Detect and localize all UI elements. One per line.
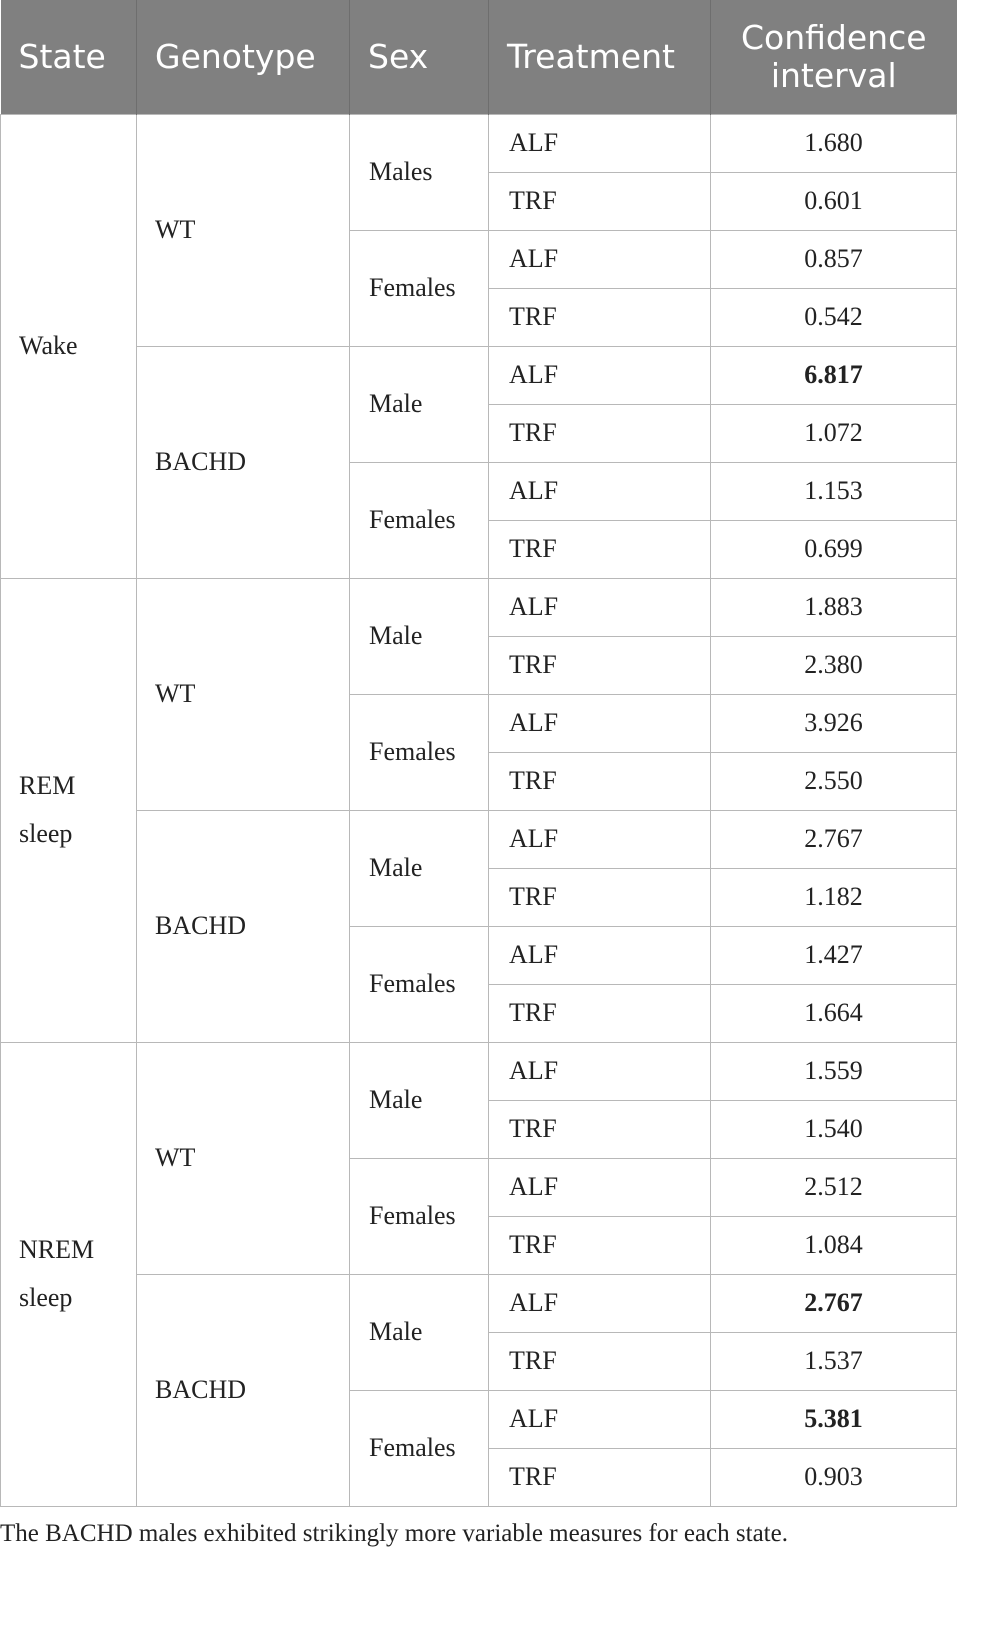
genotype-cell: BACHD bbox=[137, 1274, 350, 1506]
state-label-line2: sleep bbox=[19, 819, 73, 848]
confidence-interval-cell: 0.699 bbox=[711, 520, 957, 578]
treatment-cell: ALF bbox=[489, 1158, 711, 1216]
treatment-cell: ALF bbox=[489, 694, 711, 752]
confidence-interval-cell: 1.072 bbox=[711, 404, 957, 462]
state-label-line1: REM bbox=[19, 771, 76, 800]
state-cell bbox=[1, 1042, 137, 1506]
treatment-cell: ALF bbox=[489, 346, 711, 404]
sex-cell: Females bbox=[350, 1390, 489, 1506]
sex-cell: Male bbox=[350, 346, 489, 462]
sex-cell: Male bbox=[350, 810, 489, 926]
confidence-interval-cell: 1.182 bbox=[711, 868, 957, 926]
treatment-cell: ALF bbox=[489, 1390, 711, 1448]
table-row bbox=[1, 810, 957, 868]
treatment-cell: ALF bbox=[489, 230, 711, 288]
table-row bbox=[1, 1042, 957, 1100]
sex-cell: Females bbox=[350, 694, 489, 810]
sex-cell: Females bbox=[350, 462, 489, 578]
genotype-cell: BACHD bbox=[137, 810, 350, 1042]
confidence-interval-cell: 2.767 bbox=[711, 1274, 957, 1332]
treatment-cell: ALF bbox=[489, 114, 711, 172]
treatment-cell: ALF bbox=[489, 810, 711, 868]
table-footnote: The BACHD males exhibited strikingly more variable measures for each state. bbox=[0, 1520, 788, 1547]
treatment-cell: ALF bbox=[489, 1274, 711, 1332]
treatment-cell: TRF bbox=[489, 752, 711, 810]
table-header bbox=[1, 0, 957, 114]
state-label-line1: Wake bbox=[19, 331, 78, 360]
confidence-interval-cell: 1.427 bbox=[711, 926, 957, 984]
header-state: State bbox=[1, 0, 137, 114]
treatment-cell: TRF bbox=[489, 1100, 711, 1158]
table-row bbox=[1, 114, 957, 172]
sex-cell: Males bbox=[350, 114, 489, 230]
confidence-interval-cell: 1.540 bbox=[711, 1100, 957, 1158]
header-sex: Sex bbox=[350, 0, 489, 114]
treatment-cell: ALF bbox=[489, 1042, 711, 1100]
sex-cell: Male bbox=[350, 1042, 489, 1158]
confidence-interval-cell: 2.550 bbox=[711, 752, 957, 810]
confidence-interval-cell: 2.767 bbox=[711, 810, 957, 868]
treatment-cell: ALF bbox=[489, 926, 711, 984]
treatment-cell: TRF bbox=[489, 172, 711, 230]
genotype-cell: BACHD bbox=[137, 346, 350, 578]
table-body bbox=[1, 114, 957, 1506]
header-row bbox=[1, 0, 957, 114]
confidence-interval-cell: 1.559 bbox=[711, 1042, 957, 1100]
treatment-cell: TRF bbox=[489, 1448, 711, 1506]
sex-cell: Male bbox=[350, 1274, 489, 1390]
state-cell bbox=[1, 114, 137, 578]
treatment-cell: TRF bbox=[489, 1332, 711, 1390]
confidence-interval-cell: 2.512 bbox=[711, 1158, 957, 1216]
confidence-interval-cell: 1.537 bbox=[711, 1332, 957, 1390]
treatment-cell: TRF bbox=[489, 1216, 711, 1274]
confidence-interval-cell: 1.153 bbox=[711, 462, 957, 520]
treatment-cell: TRF bbox=[489, 984, 711, 1042]
confidence-interval-cell: 5.381 bbox=[711, 1390, 957, 1448]
table-row bbox=[1, 1274, 957, 1332]
treatment-cell: TRF bbox=[489, 404, 711, 462]
confidence-interval-cell: 0.903 bbox=[711, 1448, 957, 1506]
genotype-cell: WT bbox=[137, 114, 350, 346]
table-row bbox=[1, 346, 957, 404]
confidence-interval-cell: 3.926 bbox=[711, 694, 957, 752]
sex-cell: Females bbox=[350, 1158, 489, 1274]
state-cell bbox=[1, 578, 137, 1042]
header-confidence-interval: Confidence interval bbox=[711, 0, 957, 114]
confidence-interval-cell: 2.380 bbox=[711, 636, 957, 694]
confidence-interval-cell: 0.542 bbox=[711, 288, 957, 346]
confidence-interval-cell: 1.084 bbox=[711, 1216, 957, 1274]
confidence-interval-cell: 0.601 bbox=[711, 172, 957, 230]
sex-cell: Male bbox=[350, 578, 489, 694]
state-label-line1: NREM bbox=[19, 1235, 95, 1264]
treatment-cell: TRF bbox=[489, 636, 711, 694]
genotype-cell: WT bbox=[137, 1042, 350, 1274]
treatment-cell: TRF bbox=[489, 520, 711, 578]
confidence-interval-cell: 1.680 bbox=[711, 114, 957, 172]
treatment-cell: TRF bbox=[489, 868, 711, 926]
genotype-cell: WT bbox=[137, 578, 350, 810]
confidence-interval-cell: 6.817 bbox=[711, 346, 957, 404]
table-row bbox=[1, 578, 957, 636]
confidence-interval-cell: 0.857 bbox=[711, 230, 957, 288]
header-genotype: Genotype bbox=[137, 0, 350, 114]
sex-cell: Females bbox=[350, 926, 489, 1042]
confidence-interval-cell: 1.883 bbox=[711, 578, 957, 636]
confidence-interval-cell: 1.664 bbox=[711, 984, 957, 1042]
state-label-line2: sleep bbox=[19, 1283, 73, 1312]
header-treatment: Treatment bbox=[489, 0, 711, 114]
treatment-cell: ALF bbox=[489, 462, 711, 520]
treatment-cell: TRF bbox=[489, 288, 711, 346]
treatment-cell: ALF bbox=[489, 578, 711, 636]
sex-cell: Females bbox=[350, 230, 489, 346]
